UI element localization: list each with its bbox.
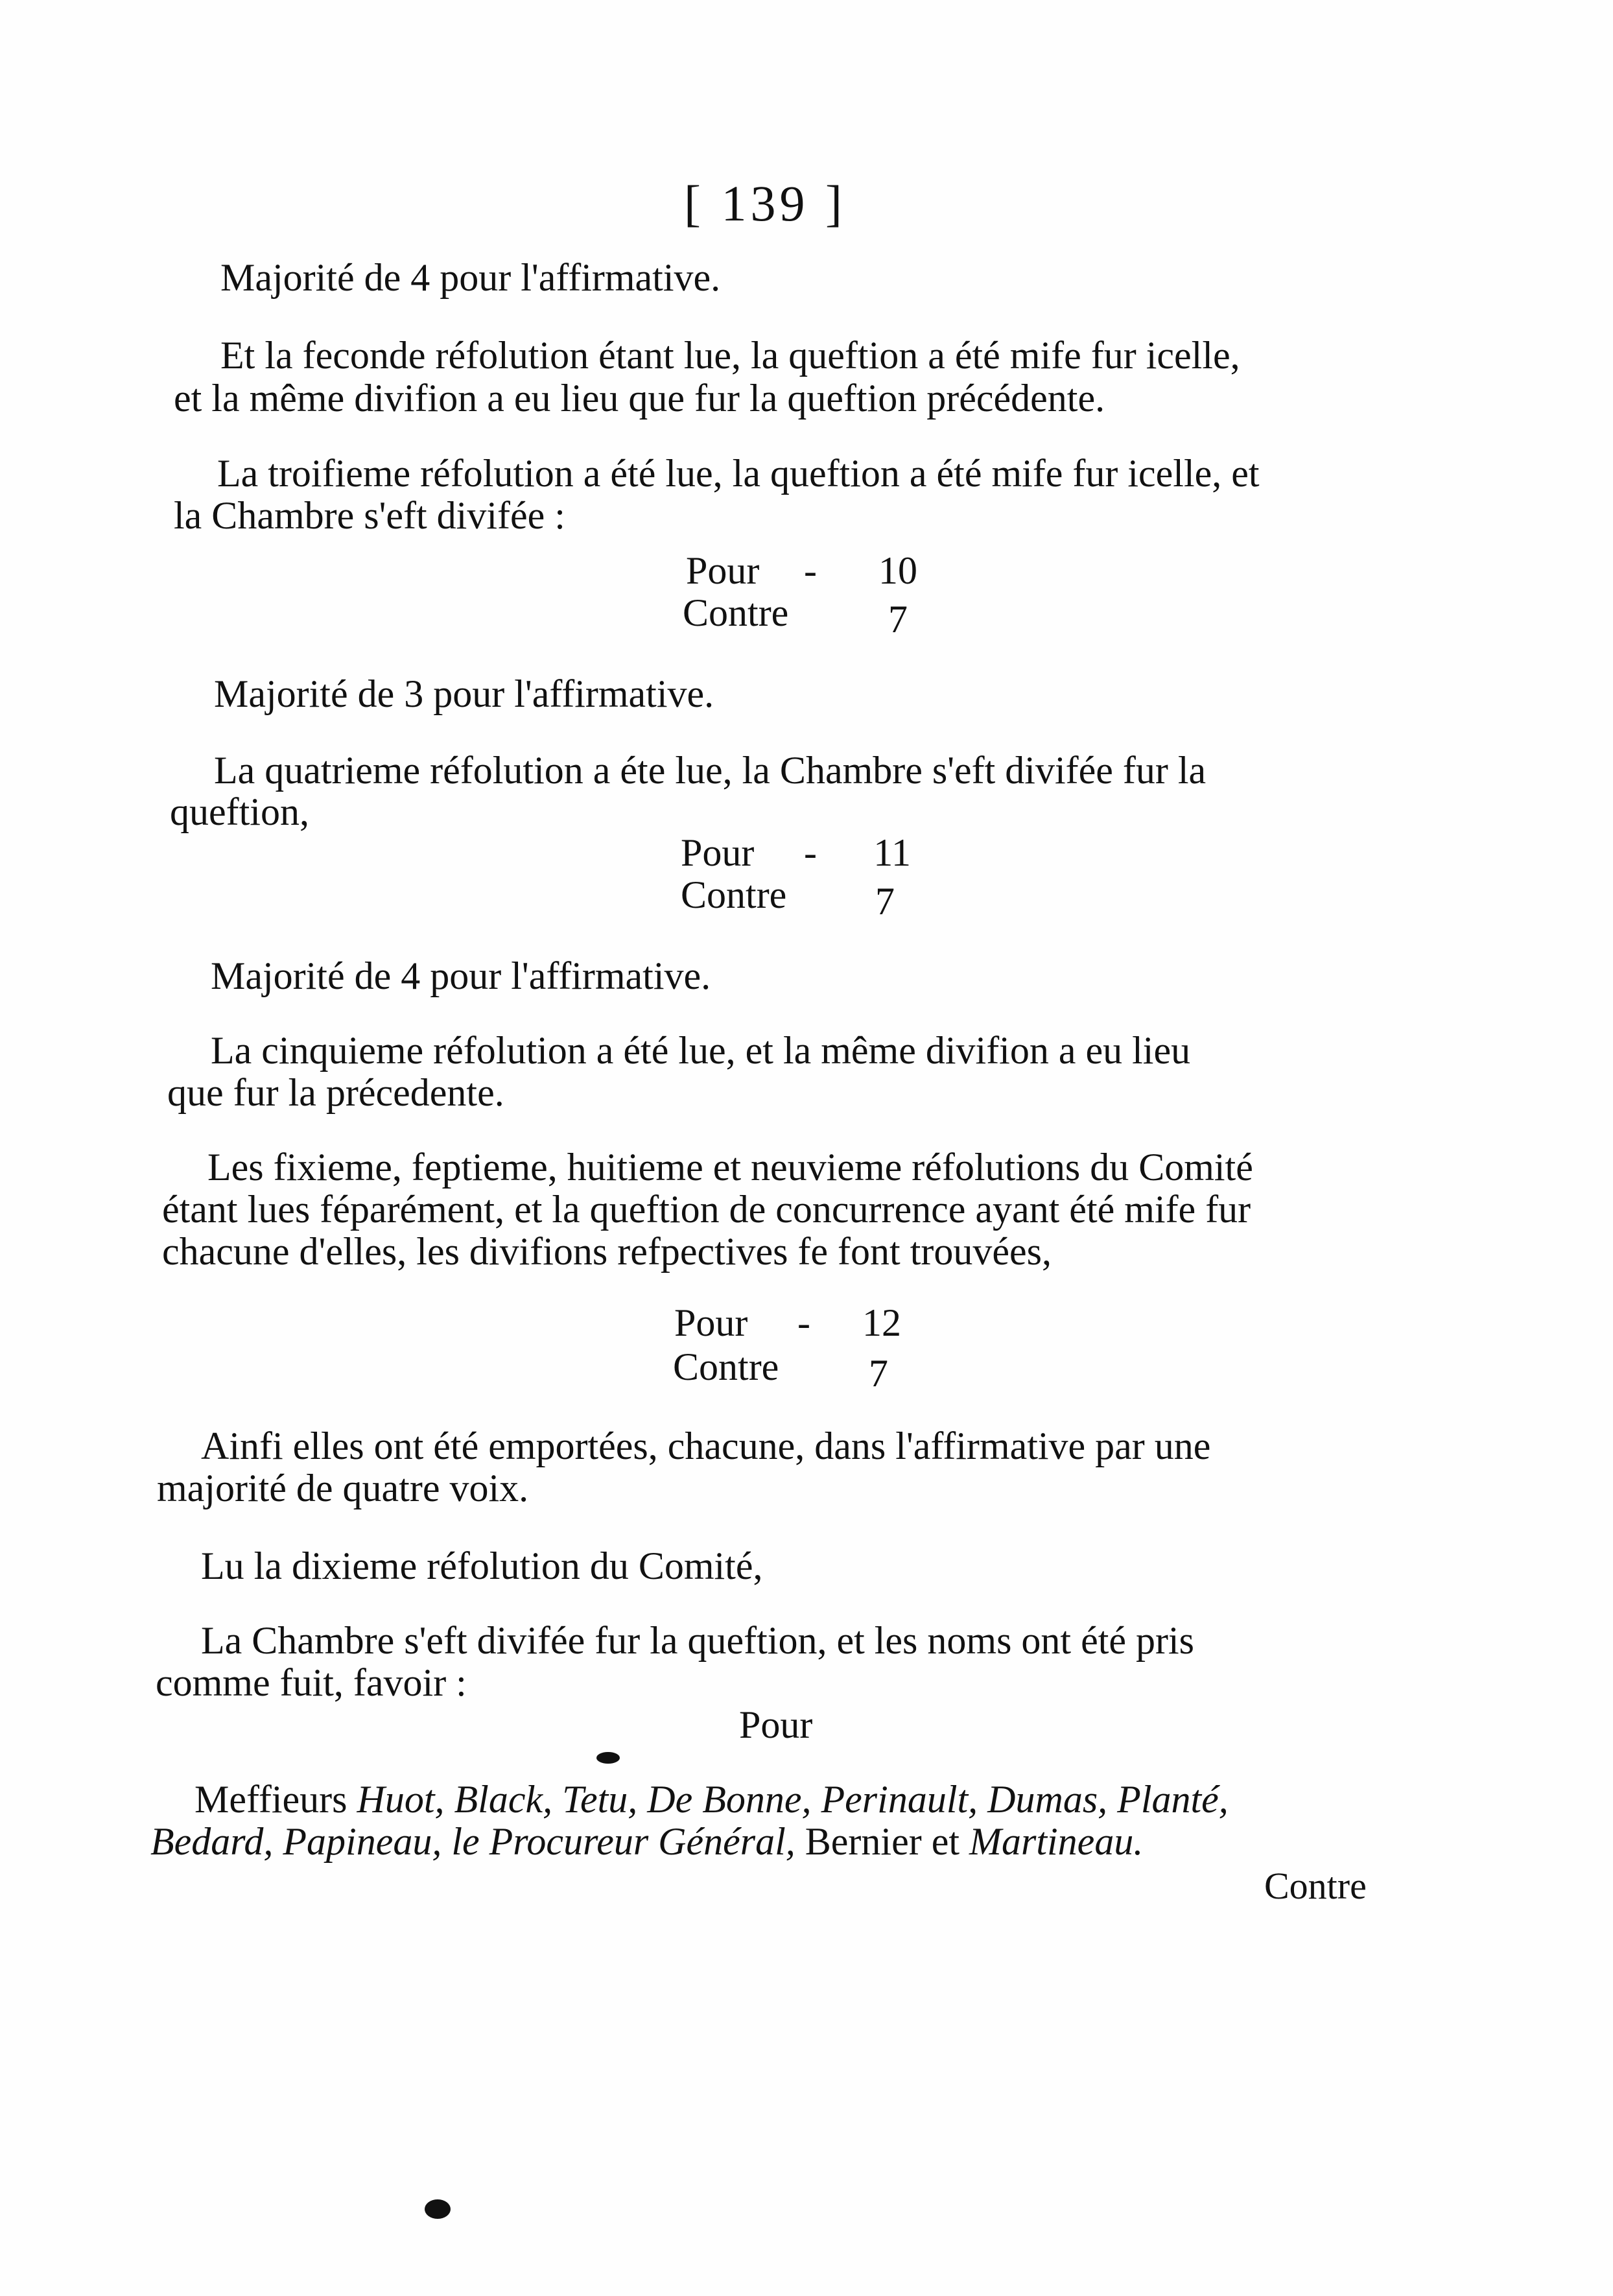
ink-blot [425, 2199, 451, 2219]
catchword: Contre [1264, 1865, 1367, 1907]
member-name: Perinault, [821, 1778, 978, 1821]
vote-pour-label: Pour [674, 1301, 748, 1344]
member-name: Black, [454, 1778, 553, 1821]
member-name: Dumas, [987, 1778, 1108, 1821]
names-line-2 [150, 1822, 1143, 1861]
vote-dash: - [797, 1301, 810, 1344]
vote-dash: - [804, 831, 817, 874]
vote-pour-count: 10 [878, 549, 917, 592]
vote-contre-label: Contre [683, 591, 789, 634]
member-name: Bernier [805, 1820, 922, 1863]
member-name: Papineau, [283, 1820, 442, 1863]
vote-dash: - [804, 549, 817, 592]
conjunction: et [931, 1820, 960, 1863]
member-name: Huot, [357, 1778, 445, 1821]
member-name: Bedard, [150, 1820, 274, 1863]
vote-contre-count: 7 [888, 598, 908, 641]
paragraph-sixth-to-ninth-line-1: Les fixieme, feptieme, huitieme et neuvieme réfolutions du Comité [207, 1146, 1253, 1189]
vote-pour-count: 12 [862, 1301, 901, 1344]
paragraph-second-resolution-line-2: et la même divifion a eu lieu que fur la queftion précédente. [174, 377, 1105, 420]
member-name: le Procureur Général, [451, 1820, 795, 1863]
member-name: Tetu, [562, 1778, 638, 1821]
member-name: Planté, [1117, 1778, 1229, 1821]
paragraph-sixth-to-ninth-line-3: chacune d'elles, les divifions refpectives fe font trouvées, [162, 1230, 1052, 1273]
paragraph-tenth-resolution: Lu la dixieme réfolution du Comité, [201, 1544, 763, 1587]
page-number: [ 139 ] [684, 175, 846, 231]
paragraph-third-resolution-line-2: la Chambre s'eft divifée : [174, 494, 565, 537]
paragraph-fourth-resolution-line-2: queftion, [170, 790, 309, 833]
pour-heading: Pour [739, 1703, 813, 1746]
paragraph-ainsi-line-2: majorité de quatre voix. [157, 1467, 529, 1509]
vote-contre-label: Contre [681, 873, 787, 916]
vote-pour-label: Pour [681, 831, 755, 874]
vote-contre-count: 7 [869, 1352, 888, 1395]
paragraph-sixth-to-ninth-line-2: étant lues féparément, et la queftion de concurrence ayant été mife fur [162, 1188, 1251, 1231]
member-name: De Bonne, [647, 1778, 812, 1821]
vote-pour-count: 11 [873, 831, 911, 874]
paragraph-second-resolution-line-1: Et la feconde réfolution étant lue, la queftion a été mife fur icelle, [220, 334, 1240, 377]
paragraph-third-resolution-line-1: La troifieme réfolution a été lue, la queftion a été mife fur icelle, et [217, 452, 1260, 495]
paragraph-division-line-2: comme fuit, favoir : [156, 1661, 467, 1704]
paragraph-division-line-1: La Chambre s'eft divifée fur la queftion, et les noms ont été pris [201, 1619, 1195, 1662]
paragraph-fourth-resolution-line-1: La quatrieme réfolution a éte lue, la Chambre s'eft divifée fur la [214, 749, 1207, 792]
names-line-1 [194, 1780, 1229, 1819]
paragraph-fifth-resolution-line-2: que fur la précedente. [167, 1071, 504, 1114]
member-name: Martineau. [969, 1820, 1144, 1863]
majority-line-3: Majorité de 4 pour l'affirmative. [211, 954, 711, 997]
messieurs-label: Meffieurs [194, 1778, 347, 1821]
majority-line-1: Majorité de 4 pour l'affirmative. [220, 256, 721, 299]
majority-line-2: Majorité de 3 pour l'affirmative. [214, 672, 714, 715]
paragraph-ainsi-line-1: Ainfi elles ont été emportées, chacune, dans l'affirmative par une [201, 1425, 1211, 1467]
vote-contre-count: 7 [875, 880, 895, 923]
ink-blot [596, 1752, 620, 1764]
vote-contre-label: Contre [673, 1345, 779, 1388]
vote-pour-label: Pour [686, 549, 760, 592]
paragraph-fifth-resolution-line-1: La cinquieme réfolution a été lue, et la même divifion a eu lieu [211, 1029, 1191, 1072]
